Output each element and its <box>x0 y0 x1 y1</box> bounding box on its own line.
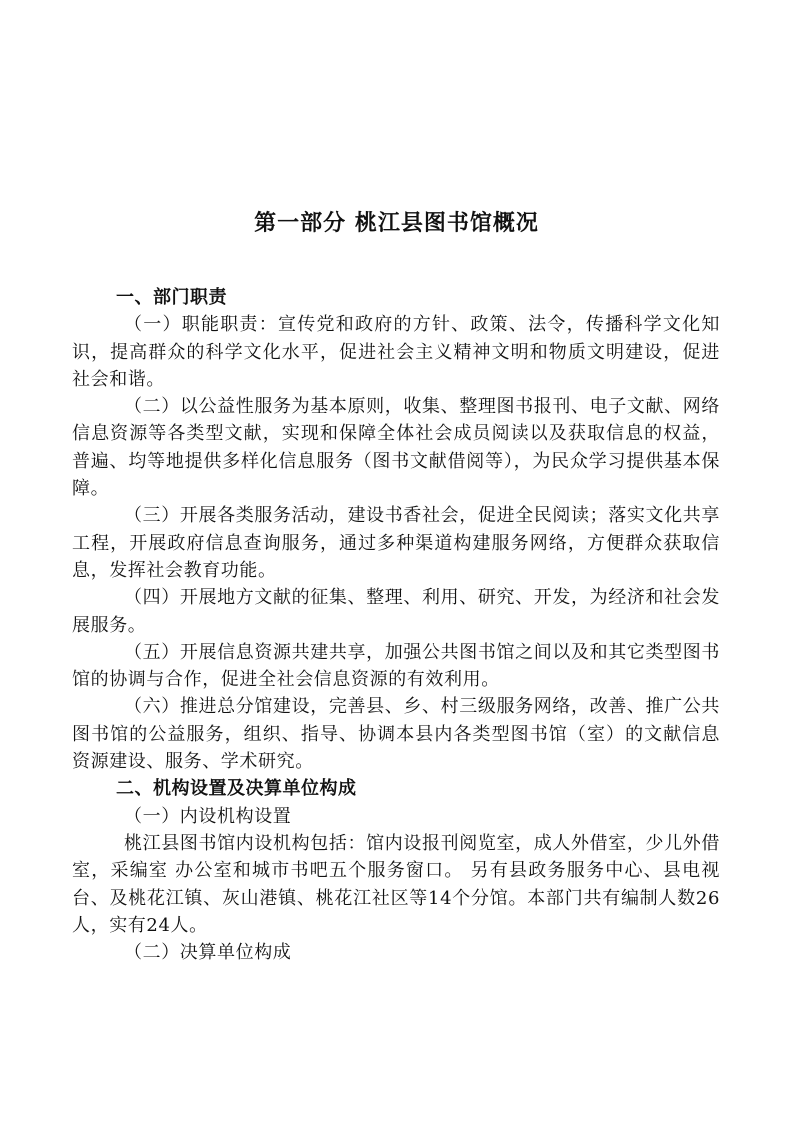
internal-structure-text: 桃江县图书馆内设机构包括：馆内设报刊阅览室，成人外借室，少儿外借室，采编室 办公室和城市书吧五个服务窗口。 另有县政务服务中心、县电视台、及桃花江镇、灰山港镇、桃花江社区等14个分馆。本部门共有编制人数26人，实有24人。 <box>72 832 720 936</box>
section-heading-duties: 一、部门职责 <box>116 287 227 308</box>
duty-paragraph-2: （二）以公益性服务为基本原则，收集、整理图书报刊、电子文献、网络信息资源等各类型文献，实现和保障全体社会成员阅读以及获取信息的权益，普遍、均等地提供多样化信息服务（图书文献借阅等），为民众学习提供基本保障。 <box>72 396 720 500</box>
duty-paragraph-1: （一）职能职责：宣传党和政府的方针、政策、法令，传播科学文化知识，提高群众的科学文化水平，促进社会主义精神文明和物质文明建设，促进社会和谐。 <box>72 314 720 390</box>
duty-paragraph-4: （四）开展地方文献的征集、整理、利用、研究、开发，为经济和社会发展服务。 <box>72 587 720 636</box>
document-body <box>72 284 720 966</box>
subsection-accounting-units: （二）决算单位构成 <box>124 942 292 964</box>
duty-paragraph-3: （三）开展各类服务活动，建设书香社会，促进全民阅读；落实文化共享工程，开展政府信息查询服务，通过多种渠道构建服务网络，方便群众获取信息，发挥社会教育功能。 <box>72 505 720 581</box>
page-title: 第一部分 桃江县图书馆概况 <box>254 211 539 236</box>
duty-paragraph-5: （五）开展信息资源共建共享，加强公共图书馆之间以及和其它类型图书馆的协调与合作，促进全社会信息资源的有效利用。 <box>72 641 720 691</box>
duty-paragraph-6: （六）推进总分馆建设，完善县、乡、村三级服务网络，改善、推广公共图书馆的公益服务，组织、指导、协调本县内各类型图书馆（室）的文献信息资源建设、服务、学术研究。 <box>72 696 720 773</box>
section-heading-organization: 二、机构设置及决算单位构成 <box>116 778 357 800</box>
subsection-internal-structure: （一）内设机构设置 <box>124 805 292 827</box>
